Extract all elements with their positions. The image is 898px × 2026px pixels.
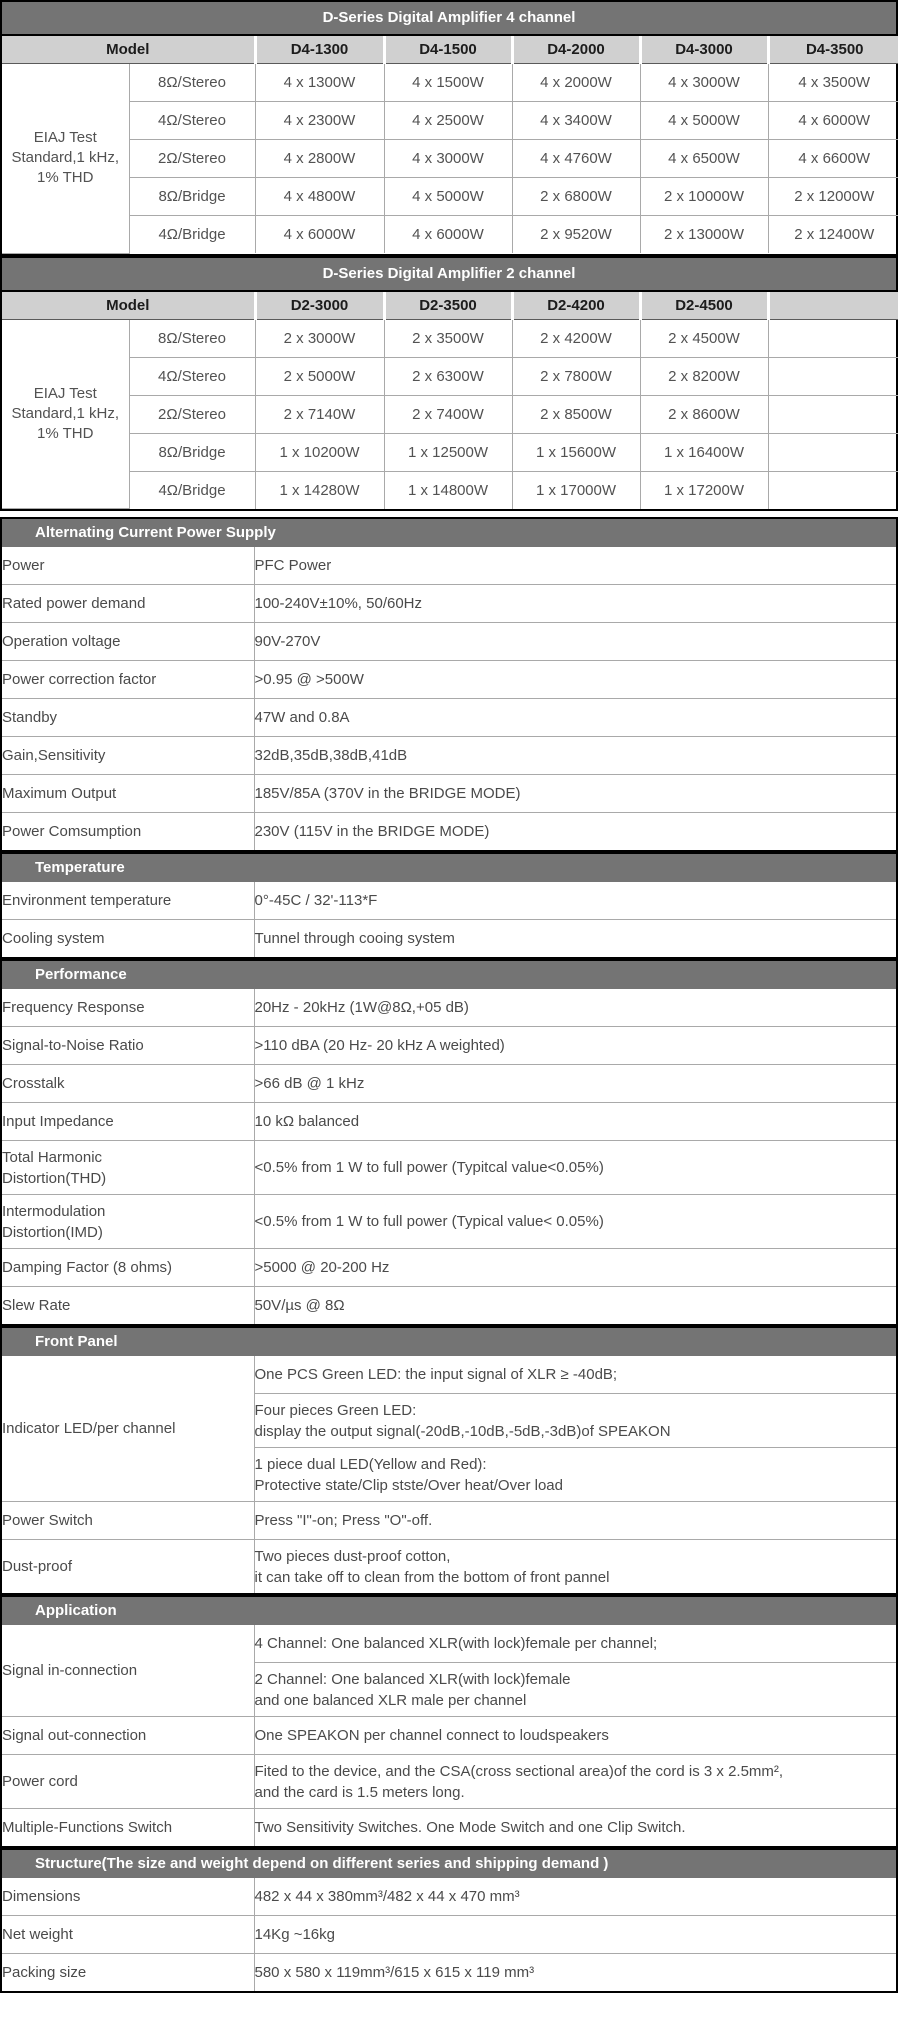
- spec-row: [2, 989, 896, 1027]
- spec-key-cell: [2, 1356, 254, 1502]
- empty-cell: [768, 395, 898, 433]
- model-name-cell: D4-1300: [255, 36, 384, 64]
- spec-key-line: Slew Rate: [2, 1297, 71, 1314]
- spec-key-cell: [2, 1954, 254, 1992]
- spec-key-cell: [2, 699, 254, 737]
- spec-key-cell: [2, 1540, 254, 1594]
- spec-key-line: Maximum Output: [2, 785, 117, 802]
- spec-row: [2, 1878, 896, 1916]
- spec-key-cell: [2, 1141, 254, 1195]
- power-value-cell: 4 x 1500W: [384, 64, 512, 102]
- spec-value-line: Protective state/Clip stste/Over heat/Over load: [254, 1476, 563, 1494]
- section-spec-table: [2, 989, 896, 1324]
- model-header-cell: Model: [2, 292, 255, 320]
- spec-value-cell: [254, 661, 896, 699]
- spec-value-cell: [254, 1103, 896, 1141]
- spec-value-line: 50V/µs @ 8Ω: [254, 1297, 345, 1314]
- power-value-cell: 4 x 6600W: [768, 140, 898, 178]
- spec-value-cell: [254, 775, 896, 813]
- power-value-cell: 4 x 4760W: [512, 140, 640, 178]
- power-value-cell: 4 x 2000W: [512, 64, 640, 102]
- load-mode-cell: 4Ω/Bridge: [129, 216, 255, 254]
- spec-key-cell: [2, 882, 254, 920]
- section-header: Temperature: [2, 854, 896, 882]
- spec-key-line: Power correction factor: [2, 671, 157, 688]
- load-mode-cell: 8Ω/Bridge: [129, 178, 255, 216]
- spec-key-line: Input Impedance: [2, 1113, 114, 1130]
- spec-key-line: Distortion(IMD): [2, 1223, 103, 1241]
- spec-row: [2, 920, 896, 958]
- spec-value-cell: [254, 1065, 896, 1103]
- spec-row: [2, 1954, 896, 1992]
- section-structure-the-size-and-weigh: [0, 1848, 898, 1993]
- power-value-cell: 2 x 4500W: [640, 319, 768, 357]
- spec-value-cell: [254, 1027, 896, 1065]
- spec-value-line: 580 x 580 x 119mm³/615 x 615 x 119 mm³: [254, 1964, 535, 1981]
- power-value-cell: 4 x 3000W: [640, 64, 768, 102]
- spec-value-line: Four pieces Green LED:: [254, 1401, 417, 1419]
- spec-key-cell: [2, 623, 254, 661]
- section-spec-table: [2, 882, 896, 957]
- power-value-cell: 4 x 6500W: [640, 140, 768, 178]
- section-spec-table: [2, 1878, 896, 1991]
- spec-key-cell: [2, 585, 254, 623]
- spec-key-line: Total Harmonic: [2, 1148, 103, 1166]
- spec-row: [2, 882, 896, 920]
- power-row: [2, 216, 898, 254]
- spec-key-cell: [2, 737, 254, 775]
- test-condition-line: EIAJ Test: [33, 384, 97, 402]
- power-value-cell: 1 x 12500W: [384, 433, 512, 471]
- power-value-cell: 2 x 10000W: [640, 178, 768, 216]
- power-row: [2, 140, 898, 178]
- spec-key-cell: [2, 1755, 254, 1809]
- spec-row: [2, 699, 896, 737]
- spec-value-cell: [254, 1878, 896, 1916]
- model-name-cell: D4-1500: [384, 36, 512, 64]
- power-value-cell: 1 x 17000W: [512, 471, 640, 509]
- empty-cell: [768, 433, 898, 471]
- spec-row: [2, 1103, 896, 1141]
- test-condition-line: EIAJ Test: [33, 129, 97, 147]
- power-value-cell: 2 x 8200W: [640, 357, 768, 395]
- spec-row: [2, 1249, 896, 1287]
- spec-value-line: Fited to the device, and the CSA(cross sectional area)of the cord is 3 x 2.5mm²,: [254, 1762, 784, 1780]
- spec-key-line: Dimensions: [2, 1888, 81, 1905]
- power-value-cell: 1 x 17200W: [640, 471, 768, 509]
- empty-header-cell: [768, 292, 898, 320]
- model-name-cell: D4-3000: [640, 36, 768, 64]
- spec-value-line: <0.5% from 1 W to full power (Typitcal value<0.05%): [254, 1159, 604, 1176]
- spec-value-line: 90V-270V: [254, 633, 321, 650]
- empty-cell: [768, 319, 898, 357]
- spec-key-line: Frequency Response: [2, 999, 145, 1016]
- spec-key-line: Power Switch: [2, 1512, 93, 1529]
- spec-key-cell: [2, 661, 254, 699]
- test-condition-line: 1% THD: [37, 424, 94, 442]
- section-header: Alternating Current Power Supply: [2, 519, 896, 547]
- spec-value-cell: [254, 920, 896, 958]
- power-row: [2, 178, 898, 216]
- spec-value-line: 47W and 0.8A: [254, 709, 350, 726]
- model-name-cell: D4-2000: [512, 36, 640, 64]
- spec-row: [2, 1755, 896, 1809]
- spec-row: [2, 547, 896, 585]
- spec-key-line: Power cord: [2, 1773, 78, 1790]
- spec-key-line: Crosstalk: [2, 1075, 65, 1092]
- spec-key-cell: [2, 1916, 254, 1954]
- model-name-cell: D2-3000: [255, 292, 384, 320]
- spec-row: [2, 1065, 896, 1103]
- power-spec-table: [2, 292, 898, 510]
- spec-row: [2, 1287, 896, 1325]
- spec-value-line: 20Hz - 20kHz (1W@8Ω,+05 dB): [254, 999, 469, 1016]
- spec-value-cell: [254, 1755, 896, 1809]
- power-value-cell: 2 x 8600W: [640, 395, 768, 433]
- spec-key-line: Intermodulation: [2, 1202, 106, 1220]
- spec-key-cell: [2, 1717, 254, 1755]
- spec-key-cell: [2, 1195, 254, 1249]
- spec-value-line: Tunnel through cooing system: [254, 930, 455, 947]
- spec-value-line: Two Sensitivity Switches. One Mode Switch and one Clip Switch.: [254, 1819, 686, 1836]
- spec-key-cell: [2, 1625, 254, 1717]
- power-value-cell: 4 x 3000W: [384, 140, 512, 178]
- test-condition-line: Standard,1 kHz,: [11, 149, 120, 167]
- power-row: [2, 471, 898, 509]
- spec-key-line: Multiple-Functions Switch: [2, 1819, 173, 1836]
- table-title: D-Series Digital Amplifier 4 channel: [2, 2, 896, 36]
- spec-key-cell: [2, 775, 254, 813]
- spec-value-line: 4 Channel: One balanced XLR(with lock)female per channel;: [254, 1635, 658, 1652]
- power-value-cell: 2 x 7800W: [512, 357, 640, 395]
- model-header-cell: Model: [2, 36, 255, 64]
- power-value-cell: 4 x 2300W: [255, 102, 384, 140]
- amp-table-block-4ch: [0, 0, 898, 256]
- spec-key-line: Signal in-connection: [2, 1662, 138, 1679]
- amp-table-block-2ch: [0, 256, 898, 512]
- power-value-cell: 2 x 12400W: [768, 216, 898, 254]
- spec-key-line: Dust-proof: [2, 1558, 73, 1575]
- spec-value-cell: [254, 1356, 896, 1394]
- load-mode-cell: 4Ω/Bridge: [129, 471, 255, 509]
- spec-key-line: Gain,Sensitivity: [2, 747, 106, 764]
- spec-row: [2, 1625, 896, 1663]
- spec-row: [2, 737, 896, 775]
- spec-row: [2, 623, 896, 661]
- spec-row: [2, 585, 896, 623]
- spec-row: [2, 775, 896, 813]
- spec-key-cell: [2, 1103, 254, 1141]
- power-row: [2, 357, 898, 395]
- power-value-cell: 2 x 4200W: [512, 319, 640, 357]
- spec-key-cell: [2, 989, 254, 1027]
- spec-value-line: 482 x 44 x 380mm³/482 x 44 x 470 mm³: [254, 1888, 520, 1905]
- spec-value-line: >110 dBA (20 Hz- 20 kHz A weighted): [254, 1037, 505, 1054]
- spec-value-line: it can take off to clean from the bottom of front pannel: [254, 1568, 610, 1586]
- power-value-cell: 4 x 1300W: [255, 64, 384, 102]
- power-value-cell: 2 x 13000W: [640, 216, 768, 254]
- power-value-cell: 2 x 3500W: [384, 319, 512, 357]
- spec-row: [2, 1502, 896, 1540]
- spec-value-cell: [254, 1954, 896, 1992]
- load-mode-cell: 8Ω/Bridge: [129, 433, 255, 471]
- spec-value-line: >66 dB @ 1 kHz: [254, 1075, 365, 1092]
- spec-value-line: Press "I"-on; Press "O"-off.: [254, 1512, 433, 1529]
- load-mode-cell: 2Ω/Stereo: [129, 395, 255, 433]
- section-alternating-current-power-su: [0, 517, 898, 852]
- power-value-cell: 1 x 10200W: [255, 433, 384, 471]
- power-value-cell: 2 x 9520W: [512, 216, 640, 254]
- section-spec-table: [2, 1356, 896, 1593]
- power-value-cell: 2 x 5000W: [255, 357, 384, 395]
- spec-key-line: Rated power demand: [2, 595, 146, 612]
- spec-key-cell: [2, 547, 254, 585]
- model-name-cell: D4-3500: [768, 36, 898, 64]
- spec-key-cell: [2, 1502, 254, 1540]
- power-value-cell: 1 x 15600W: [512, 433, 640, 471]
- spec-row: [2, 1916, 896, 1954]
- section-performance: [0, 959, 898, 1326]
- spec-value-line: >5000 @ 20-200 Hz: [254, 1259, 390, 1276]
- spec-key-line: Operation voltage: [2, 633, 121, 650]
- spec-row: [2, 1809, 896, 1847]
- spec-row: [2, 1141, 896, 1195]
- spec-value-cell: [254, 737, 896, 775]
- spec-value-line: 1 piece dual LED(Yellow and Red):: [254, 1455, 487, 1473]
- power-value-cell: 2 x 7140W: [255, 395, 384, 433]
- model-header-row: [2, 292, 898, 320]
- spec-value-cell: [254, 813, 896, 851]
- spec-value-cell: [254, 1625, 896, 1663]
- spec-value-line: PFC Power: [254, 557, 332, 574]
- power-value-cell: 2 x 8500W: [512, 395, 640, 433]
- spec-key-line: Power: [2, 557, 45, 574]
- power-value-cell: 4 x 2500W: [384, 102, 512, 140]
- power-value-cell: 4 x 5000W: [384, 178, 512, 216]
- spec-value-line: One SPEAKON per channel connect to loudspeakers: [254, 1727, 609, 1744]
- spec-value-cell: [254, 1809, 896, 1847]
- power-value-cell: 4 x 3500W: [768, 64, 898, 102]
- spec-key-line: Cooling system: [2, 930, 105, 947]
- power-value-cell: 1 x 14800W: [384, 471, 512, 509]
- spec-value-cell: [254, 1249, 896, 1287]
- power-value-cell: 4 x 6000W: [768, 102, 898, 140]
- load-mode-cell: 4Ω/Stereo: [129, 102, 255, 140]
- spec-value-cell: [254, 1502, 896, 1540]
- spec-key-line: Distortion(THD): [2, 1169, 107, 1187]
- power-value-cell: 1 x 16400W: [640, 433, 768, 471]
- load-mode-cell: 8Ω/Stereo: [129, 64, 255, 102]
- spec-value-line: 185V/85A (370V in the BRIDGE MODE): [254, 785, 521, 802]
- power-value-cell: 4 x 3400W: [512, 102, 640, 140]
- load-mode-cell: 4Ω/Stereo: [129, 357, 255, 395]
- spec-value-cell: [254, 989, 896, 1027]
- model-name-cell: D2-3500: [384, 292, 512, 320]
- spec-key-cell: [2, 1287, 254, 1325]
- spec-key-cell: [2, 813, 254, 851]
- spec-value-line: One PCS Green LED: the input signal of XLR ≥ -40dB;: [254, 1366, 618, 1383]
- power-value-cell: 4 x 5000W: [640, 102, 768, 140]
- spec-value-cell: [254, 1287, 896, 1325]
- spec-value-line: and one balanced XLR male per channel: [254, 1691, 527, 1709]
- spec-key-line: Signal-to-Noise Ratio: [2, 1037, 144, 1054]
- section-header: Performance: [2, 961, 896, 989]
- spec-key-cell: [2, 1878, 254, 1916]
- spec-key-cell: [2, 1249, 254, 1287]
- test-condition-line: 1% THD: [37, 169, 94, 187]
- spec-row: [2, 1195, 896, 1249]
- spec-key-line: Power Comsumption: [2, 823, 142, 840]
- section-spec-table: [2, 1625, 896, 1846]
- load-mode-cell: 8Ω/Stereo: [129, 319, 255, 357]
- empty-cell: [768, 471, 898, 509]
- power-row: [2, 319, 898, 357]
- test-condition-cell: [2, 319, 129, 509]
- load-mode-cell: 2Ω/Stereo: [129, 140, 255, 178]
- spec-value-line: 0°-45C / 32'-113*F: [254, 892, 378, 909]
- section-header: Front Panel: [2, 1328, 896, 1356]
- section-spec-table: [2, 547, 896, 850]
- empty-cell: [768, 357, 898, 395]
- power-value-cell: 4 x 6000W: [384, 216, 512, 254]
- spec-key-line: Standby: [2, 709, 58, 726]
- test-condition-line: Standard,1 kHz,: [11, 404, 120, 422]
- spec-value-line: and the card is 1.5 meters long.: [254, 1783, 465, 1801]
- spec-value-cell: [254, 547, 896, 585]
- power-row: [2, 395, 898, 433]
- spec-row: [2, 1540, 896, 1594]
- power-value-cell: 1 x 14280W: [255, 471, 384, 509]
- spec-value-cell: [254, 1916, 896, 1954]
- table-title: D-Series Digital Amplifier 2 channel: [2, 258, 896, 292]
- spec-value-cell: [254, 699, 896, 737]
- model-name-cell: D2-4500: [640, 292, 768, 320]
- power-value-cell: 4 x 4800W: [255, 178, 384, 216]
- spec-key-cell: [2, 1065, 254, 1103]
- spec-key-cell: [2, 1809, 254, 1847]
- spec-value-cell: [254, 585, 896, 623]
- power-row: [2, 64, 898, 102]
- spec-row: [2, 661, 896, 699]
- spec-value-cell: [254, 882, 896, 920]
- spec-key-line: Net weight: [2, 1926, 73, 1943]
- power-value-cell: 2 x 6800W: [512, 178, 640, 216]
- spec-value-line: 2 Channel: One balanced XLR(with lock)female: [254, 1670, 571, 1688]
- spec-row: [2, 813, 896, 851]
- model-name-cell: D2-4200: [512, 292, 640, 320]
- spec-value-line: 10 kΩ balanced: [254, 1113, 360, 1130]
- spec-row: [2, 1717, 896, 1755]
- spec-key-line: Environment temperature: [2, 892, 172, 909]
- spec-value-line: Two pieces dust-proof cotton,: [254, 1547, 451, 1565]
- spec-value-cell: [254, 1394, 896, 1448]
- spec-value-cell: [254, 1141, 896, 1195]
- spec-value-line: >0.95 @ >500W: [254, 671, 364, 688]
- spec-value-line: display the output signal(-20dB,-10dB,-5dB,-3dB)of SPEAKON: [254, 1422, 671, 1440]
- power-value-cell: 2 x 6300W: [384, 357, 512, 395]
- model-header-row: [2, 36, 898, 64]
- spec-value-cell: [254, 1540, 896, 1594]
- spec-key-line: Packing size: [2, 1964, 87, 1981]
- spec-value-line: 14Kg ~16kg: [254, 1926, 335, 1943]
- spec-row: [2, 1356, 896, 1394]
- power-row: [2, 433, 898, 471]
- section-header: Application: [2, 1597, 896, 1625]
- section-front-panel: [0, 1326, 898, 1595]
- power-value-cell: 2 x 3000W: [255, 319, 384, 357]
- spec-key-line: Signal out-connection: [2, 1727, 147, 1744]
- spec-value-line: 100-240V±10%, 50/60Hz: [254, 595, 423, 612]
- spec-value-line: 230V (115V in the BRIDGE MODE): [254, 823, 490, 840]
- spec-value-cell: [254, 1717, 896, 1755]
- spec-value-line: 32dB,35dB,38dB,41dB: [254, 747, 408, 764]
- section-temperature: [0, 852, 898, 959]
- spec-key-cell: [2, 1027, 254, 1065]
- spec-value-line: <0.5% from 1 W to full power (Typical value< 0.05%): [254, 1213, 604, 1230]
- spec-value-cell: [254, 623, 896, 661]
- section-header: Structure(The size and weight depend on different series and shipping demand ): [2, 1850, 896, 1878]
- spec-value-cell: [254, 1663, 896, 1717]
- spec-value-cell: [254, 1448, 896, 1502]
- power-value-cell: 2 x 12000W: [768, 178, 898, 216]
- power-value-cell: 4 x 2800W: [255, 140, 384, 178]
- power-value-cell: 4 x 6000W: [255, 216, 384, 254]
- power-spec-table: [2, 36, 898, 254]
- power-row: [2, 102, 898, 140]
- spec-key-cell: [2, 920, 254, 958]
- spec-key-line: Damping Factor (8 ohms): [2, 1259, 173, 1276]
- section-application: [0, 1595, 898, 1848]
- power-value-cell: 2 x 7400W: [384, 395, 512, 433]
- spec-value-cell: [254, 1195, 896, 1249]
- spec-row: [2, 1027, 896, 1065]
- spec-key-line: Indicator LED/per channel: [2, 1420, 176, 1437]
- test-condition-cell: [2, 64, 129, 254]
